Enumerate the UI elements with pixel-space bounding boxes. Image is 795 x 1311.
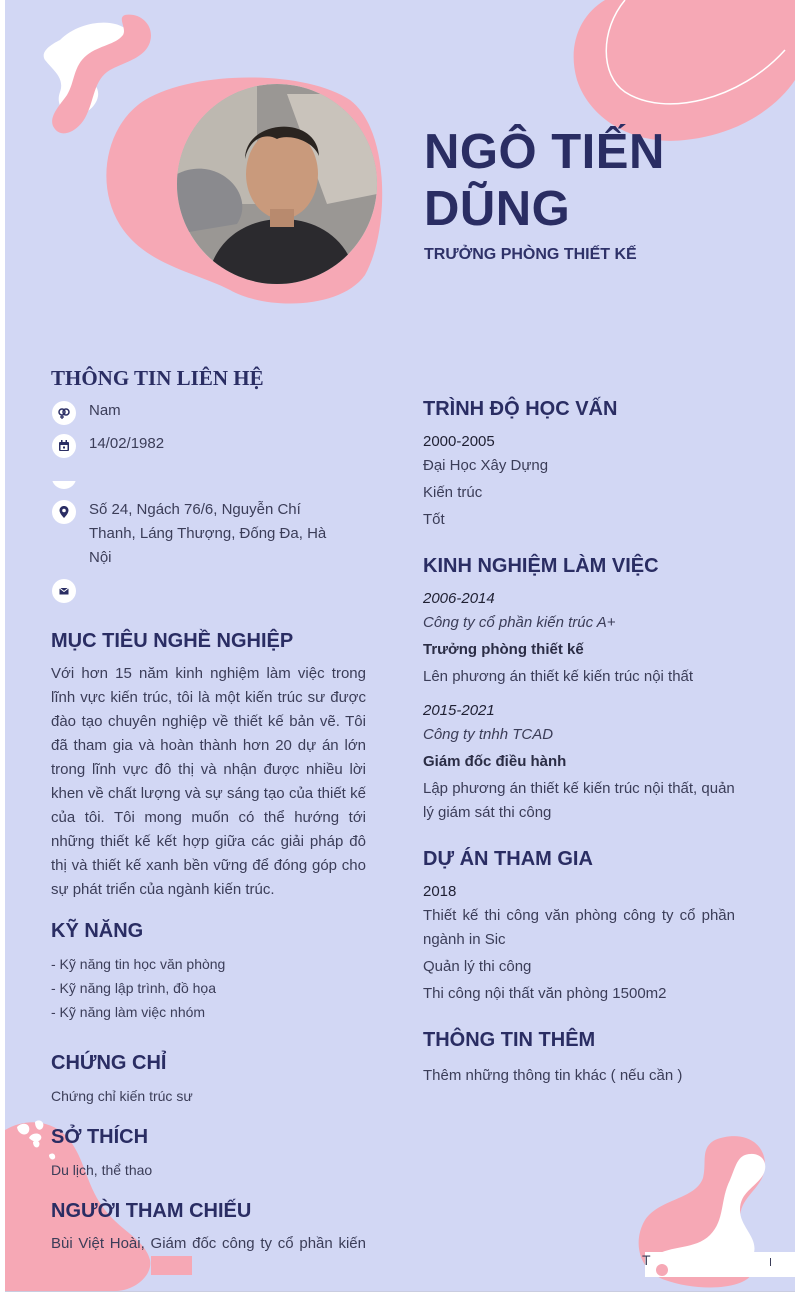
education-period: 2000-2005 xyxy=(423,433,495,450)
footer-fragment: T xyxy=(642,1252,651,1268)
education-grade: Tốt xyxy=(423,511,445,528)
job-description: Lên phương án thiết kế kiến trúc nội thất xyxy=(423,668,694,685)
education-school: Đại Học Xây Dựng xyxy=(423,457,549,474)
skill-item: - Kỹ năng tin học văn phòng xyxy=(51,956,226,972)
location-pin-icon xyxy=(52,500,76,524)
bottom-left-pink-rect xyxy=(151,1256,192,1275)
skills-heading: KỸ NĂNG xyxy=(51,920,144,942)
project-name: Thiết kế thi công văn phòng công ty cổ phần ngành in Sic xyxy=(423,907,735,948)
job-company: Công ty cổ phần kiến trúc A+ xyxy=(423,614,616,631)
job-period: 2015-2021 xyxy=(423,702,495,719)
hobbies-heading: SỞ THÍCH xyxy=(51,1126,149,1148)
objective-text: Với hơn 15 năm kinh nghiệm làm việc trong lĩnh vực kiến trúc, tôi là một kiến trúc sư được đào tạo chuyên nghiệp về thiết kế bản vẽ. Tôi đã tham gia và hoàn thành hơn 20 dự án lớn trong lĩnh vực đô thị và nhận được nhiều lời khen về chất lượng và sự sáng tạo của thiết kế của tôi. Tôi mong muốn có thể hướng tới những thiết kế kết hợp giữa các giải pháp đô thị và thiết kế xanh bền vững để đóng góp cho sự phát triển của ngành kiến trúc. xyxy=(51,665,366,898)
candidate-name: NGÔ TIẾN DŨNG xyxy=(424,125,665,236)
extra-text: Thêm những thông tin khác ( nếu cần ) xyxy=(423,1067,683,1084)
project-role: Quản lý thi công xyxy=(423,958,532,975)
calendar-icon xyxy=(52,434,76,458)
job-position: Trưởng phòng thiết kế xyxy=(423,641,584,658)
job-position: Giám đốc điều hành xyxy=(423,753,567,770)
references-text: Bùi Việt Hoài, Giám đốc công ty cổ phần kiến xyxy=(51,1235,366,1252)
bottom-right-dot xyxy=(656,1264,668,1276)
job-company: Công ty tnhh TCAD xyxy=(423,726,554,743)
project-year: 2018 xyxy=(423,883,457,900)
job-period: 2006-2014 xyxy=(423,590,495,607)
projects-heading: DỰ ÁN THAM GIA xyxy=(423,848,593,870)
profile-photo xyxy=(177,84,377,284)
bottom-right-white-strip xyxy=(645,1252,795,1277)
skill-item: - Kỹ năng làm việc nhóm xyxy=(51,1004,206,1020)
education-major: Kiến trúc xyxy=(423,484,483,501)
contact-address: Số 24, Ngách 76/6, Nguyễn Chí Thanh, Láng Thượng, Đống Đa, Hà Nội xyxy=(89,501,327,566)
profile-photo-image xyxy=(177,84,377,284)
project-detail: Thi công nội thất văn phòng 1500m2 xyxy=(423,985,667,1002)
candidate-title: TRƯỞNG PHÒNG THIẾT KẾ xyxy=(424,246,637,263)
contact-birthday: 14/02/1982 xyxy=(89,435,165,452)
extra-heading: THÔNG TIN THÊM xyxy=(423,1029,596,1051)
contact-gender: Nam xyxy=(89,402,121,419)
education-heading: TRÌNH ĐỘ HỌC VẤN xyxy=(423,398,618,420)
cv-page xyxy=(5,0,795,1292)
certificates-text: Chứng chỉ kiến trúc sư xyxy=(51,1088,193,1104)
skill-item: - Kỹ năng lập trình, đồ họa xyxy=(51,980,216,996)
contact-heading: THÔNG TIN LIÊN HỆ xyxy=(51,366,264,390)
email-icon xyxy=(52,579,76,603)
objective-heading: MỤC TIÊU NGHỀ NGHIỆP xyxy=(51,630,294,652)
certificates-heading: CHỨNG CHỈ xyxy=(51,1052,167,1074)
job-description: Lập phương án thiết kế kiến trúc nội thất, quản lý giám sát thi công xyxy=(423,780,735,821)
footer-divider xyxy=(770,1258,771,1266)
experience-heading: KINH NGHIỆM LÀM VIỆC xyxy=(423,555,659,577)
references-heading: NGƯỜI THAM CHIẾU xyxy=(51,1200,252,1222)
gender-icon xyxy=(52,401,76,425)
hobbies-text: Du lịch, thể thao xyxy=(51,1162,153,1178)
